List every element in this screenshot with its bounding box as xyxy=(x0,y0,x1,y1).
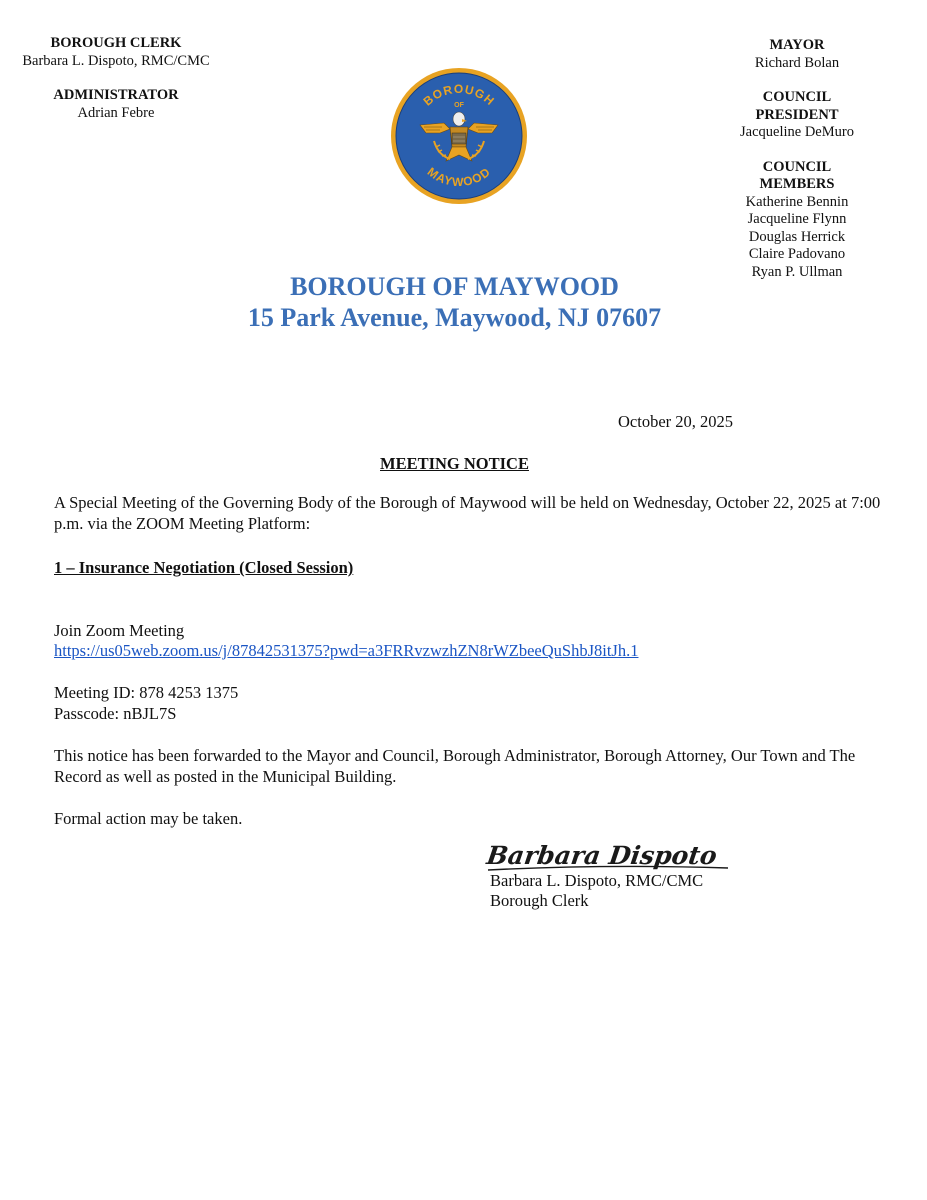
council-member: Claire Padovano xyxy=(748,246,846,262)
letterhead-title: BOROUGH OF MAYWOOD xyxy=(290,272,619,301)
council-president-role-line2: PRESIDENT xyxy=(755,106,839,123)
zoom-meeting-link[interactable]: https://us05web.zoom.us/j/87842531375?pwd=a3FRRvzwzhZN8rWZbeeQuShbJ8itJh.1 xyxy=(54,641,639,660)
right-header xyxy=(712,37,882,281)
mayor-name: Richard Bolan xyxy=(754,54,840,71)
council-member: Jacqueline Flynn xyxy=(747,211,847,227)
administrator-name: Adrian Febre xyxy=(77,104,155,121)
meeting-passcode: Passcode: nBJL7S xyxy=(54,704,177,723)
seal-top-text: BOROUGH xyxy=(420,82,498,109)
borough-seal xyxy=(390,67,528,205)
council-members-role-line2: MEMBERS xyxy=(759,176,835,192)
zoom-join-label: Join Zoom Meeting xyxy=(54,621,185,640)
left-header xyxy=(0,35,232,122)
meeting-notice-heading: MEETING NOTICE xyxy=(380,454,529,473)
agenda-item: 1 – Insurance Negotiation (Closed Session) xyxy=(54,558,354,577)
signature-text: Barbara Dispoto xyxy=(484,840,719,870)
council-president-role-line1: COUNCIL xyxy=(762,89,832,105)
mayor-role: MAYOR xyxy=(769,37,825,53)
council-president-name: Jacqueline DeMuro xyxy=(740,124,854,140)
letterhead-address: 15 Park Avenue, Maywood, NJ 07607 xyxy=(247,303,662,332)
notice-date: October 20, 2025 xyxy=(618,412,734,431)
formal-action-note: Formal action may be taken. xyxy=(54,809,243,828)
administrator-role: ADMINISTRATOR xyxy=(53,87,179,103)
clerk-name: Barbara L. Dispoto, RMC/CMC xyxy=(22,52,210,69)
council-member: Ryan P. Ullman xyxy=(751,263,843,280)
signer-title: Borough Clerk xyxy=(490,891,589,910)
seal-bottom-text: MAYWOOD xyxy=(424,164,494,190)
council-members-role-line1: COUNCIL xyxy=(762,158,832,175)
seal-middle-text: OF xyxy=(454,102,464,109)
meeting-id: Meeting ID: 878 4253 1375 xyxy=(54,683,239,702)
meeting-intro-paragraph: A Special Meeting of the Governing Body of the Borough of Maywood will be held on Wednesday, October 22, 2025 at 7:00 p.m. via the ZOOM Meeting Platform: xyxy=(54,493,881,533)
signer-name: Barbara L. Dispoto, RMC/CMC xyxy=(490,871,704,890)
forwarding-paragraph: This notice has been forwarded to the Mayor and Council, Borough Administrator, Borough Attorney, Our Town and The Record as well as posted in the Municipal Building. xyxy=(54,746,856,786)
council-member: Douglas Herrick xyxy=(748,228,846,245)
clerk-role: BOROUGH CLERK xyxy=(50,35,182,51)
seal-icon xyxy=(390,67,528,205)
council-member: Katherine Bennin xyxy=(745,193,849,210)
